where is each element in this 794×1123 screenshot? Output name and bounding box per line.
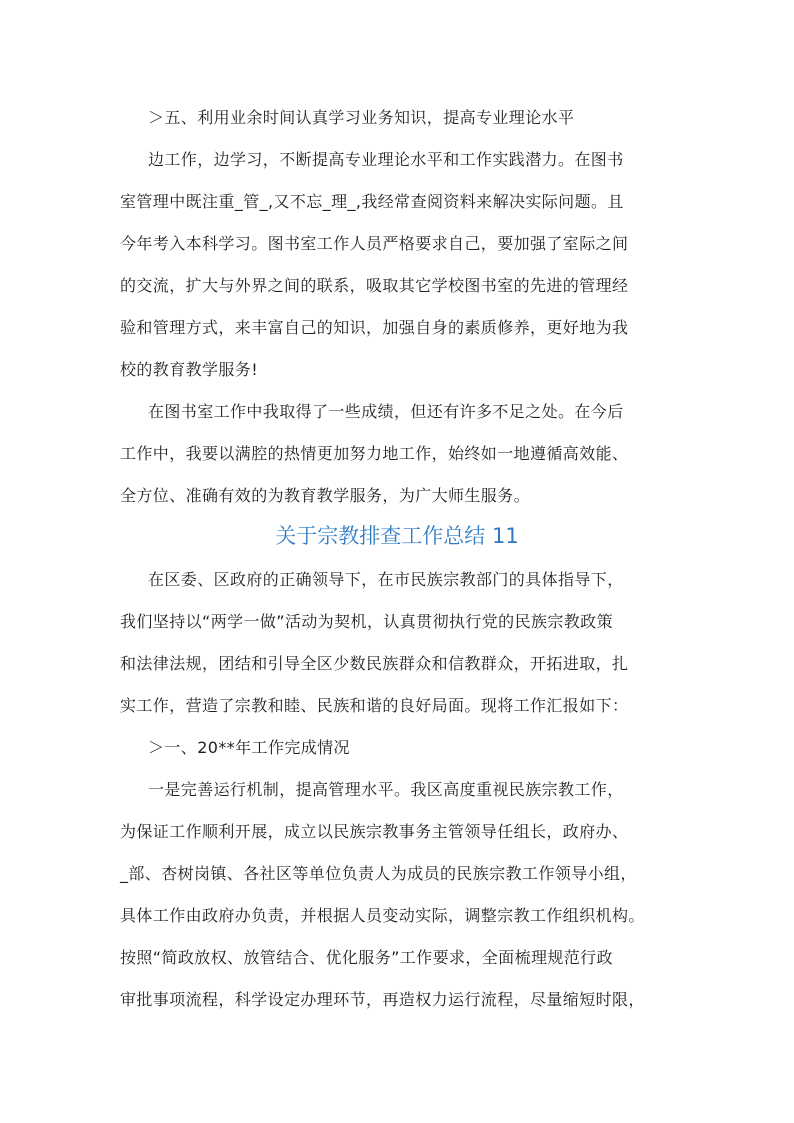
paragraph-line: 实工作，营造了宗教和睦、民族和谐的良好局面。现将工作汇报如下： [120,696,629,715]
paragraph-line: _部、杏树岗镇、各社区等单位负责人为成员的民族宗教工作领导小组， [120,864,637,883]
paragraph-line: 和法律法规，团结和引导全区少数民族群众和信教群众，开拓进取，扎 [120,654,629,673]
paragraph-line: 为保证工作顺利开展，成立以民族宗教事务主管领导任组长，政府办、 [120,822,629,841]
paragraph-line: 的交流，扩大与外界之间的联系，吸取其它学校图书室的先进的管理经 [120,276,629,295]
section-heading: ＞五、利用业余时间认真学习业务知识，提高专业理论水平 [148,108,575,127]
paragraph-line: 我们坚持以“两学一做”活动为契机，认真贯彻执行党的民族宗教政策 [120,612,613,631]
paragraph-line: 审批事项流程，科学设定办理环节，再造权力运行流程，尽量缩短时限， [120,990,645,1009]
paragraph-line: 边工作，边学习，不断提高专业理论水平和工作实践潜力。在图书 [148,150,624,169]
paragraph-line: 今年考入本科学习。图书室工作人员严格要求自己，要加强了室际之间 [120,234,629,253]
paragraph-line: 全方位、准确有效的为教育教学服务，为广大师生服务。 [120,486,531,505]
paragraph-line: 室管理中既注重_管_,又不忘_理_,我经常查阅资料来解决实际问题。且 [120,192,624,211]
subheading: ＞一、20**年工作完成情况 [148,738,350,757]
paragraph-line: 验和管理方式，来丰富自己的知识，加强自身的素质修养，更好地为我 [120,318,629,337]
paragraph-line: 工作中，我要以满腔的热情更加努力地工作，始终如一地遵循高效能、 [120,444,629,463]
paragraph-line: 一是完善运行机制，提高管理水平。我区高度重视民族宗教工作， [148,780,624,799]
paragraph-line: 具体工作由政府办负责，并根据人员变动实际，调整宗教工作组织机构。 [120,906,645,925]
article-title: 关于宗教排查工作总结 11 [275,524,519,548]
paragraph-line: 在图书室工作中我取得了一些成绩，但还有许多不足之处。在今后 [148,402,624,421]
paragraph-line: 校的教育教学服务! [120,360,259,379]
paragraph-line: 在区委、区政府的正确领导下，在市民族宗教部门的具体指导下， [148,570,624,589]
paragraph-line: 按照“简政放权、放管结合、优化服务”工作要求，全面梳理规范行政 [120,948,613,967]
